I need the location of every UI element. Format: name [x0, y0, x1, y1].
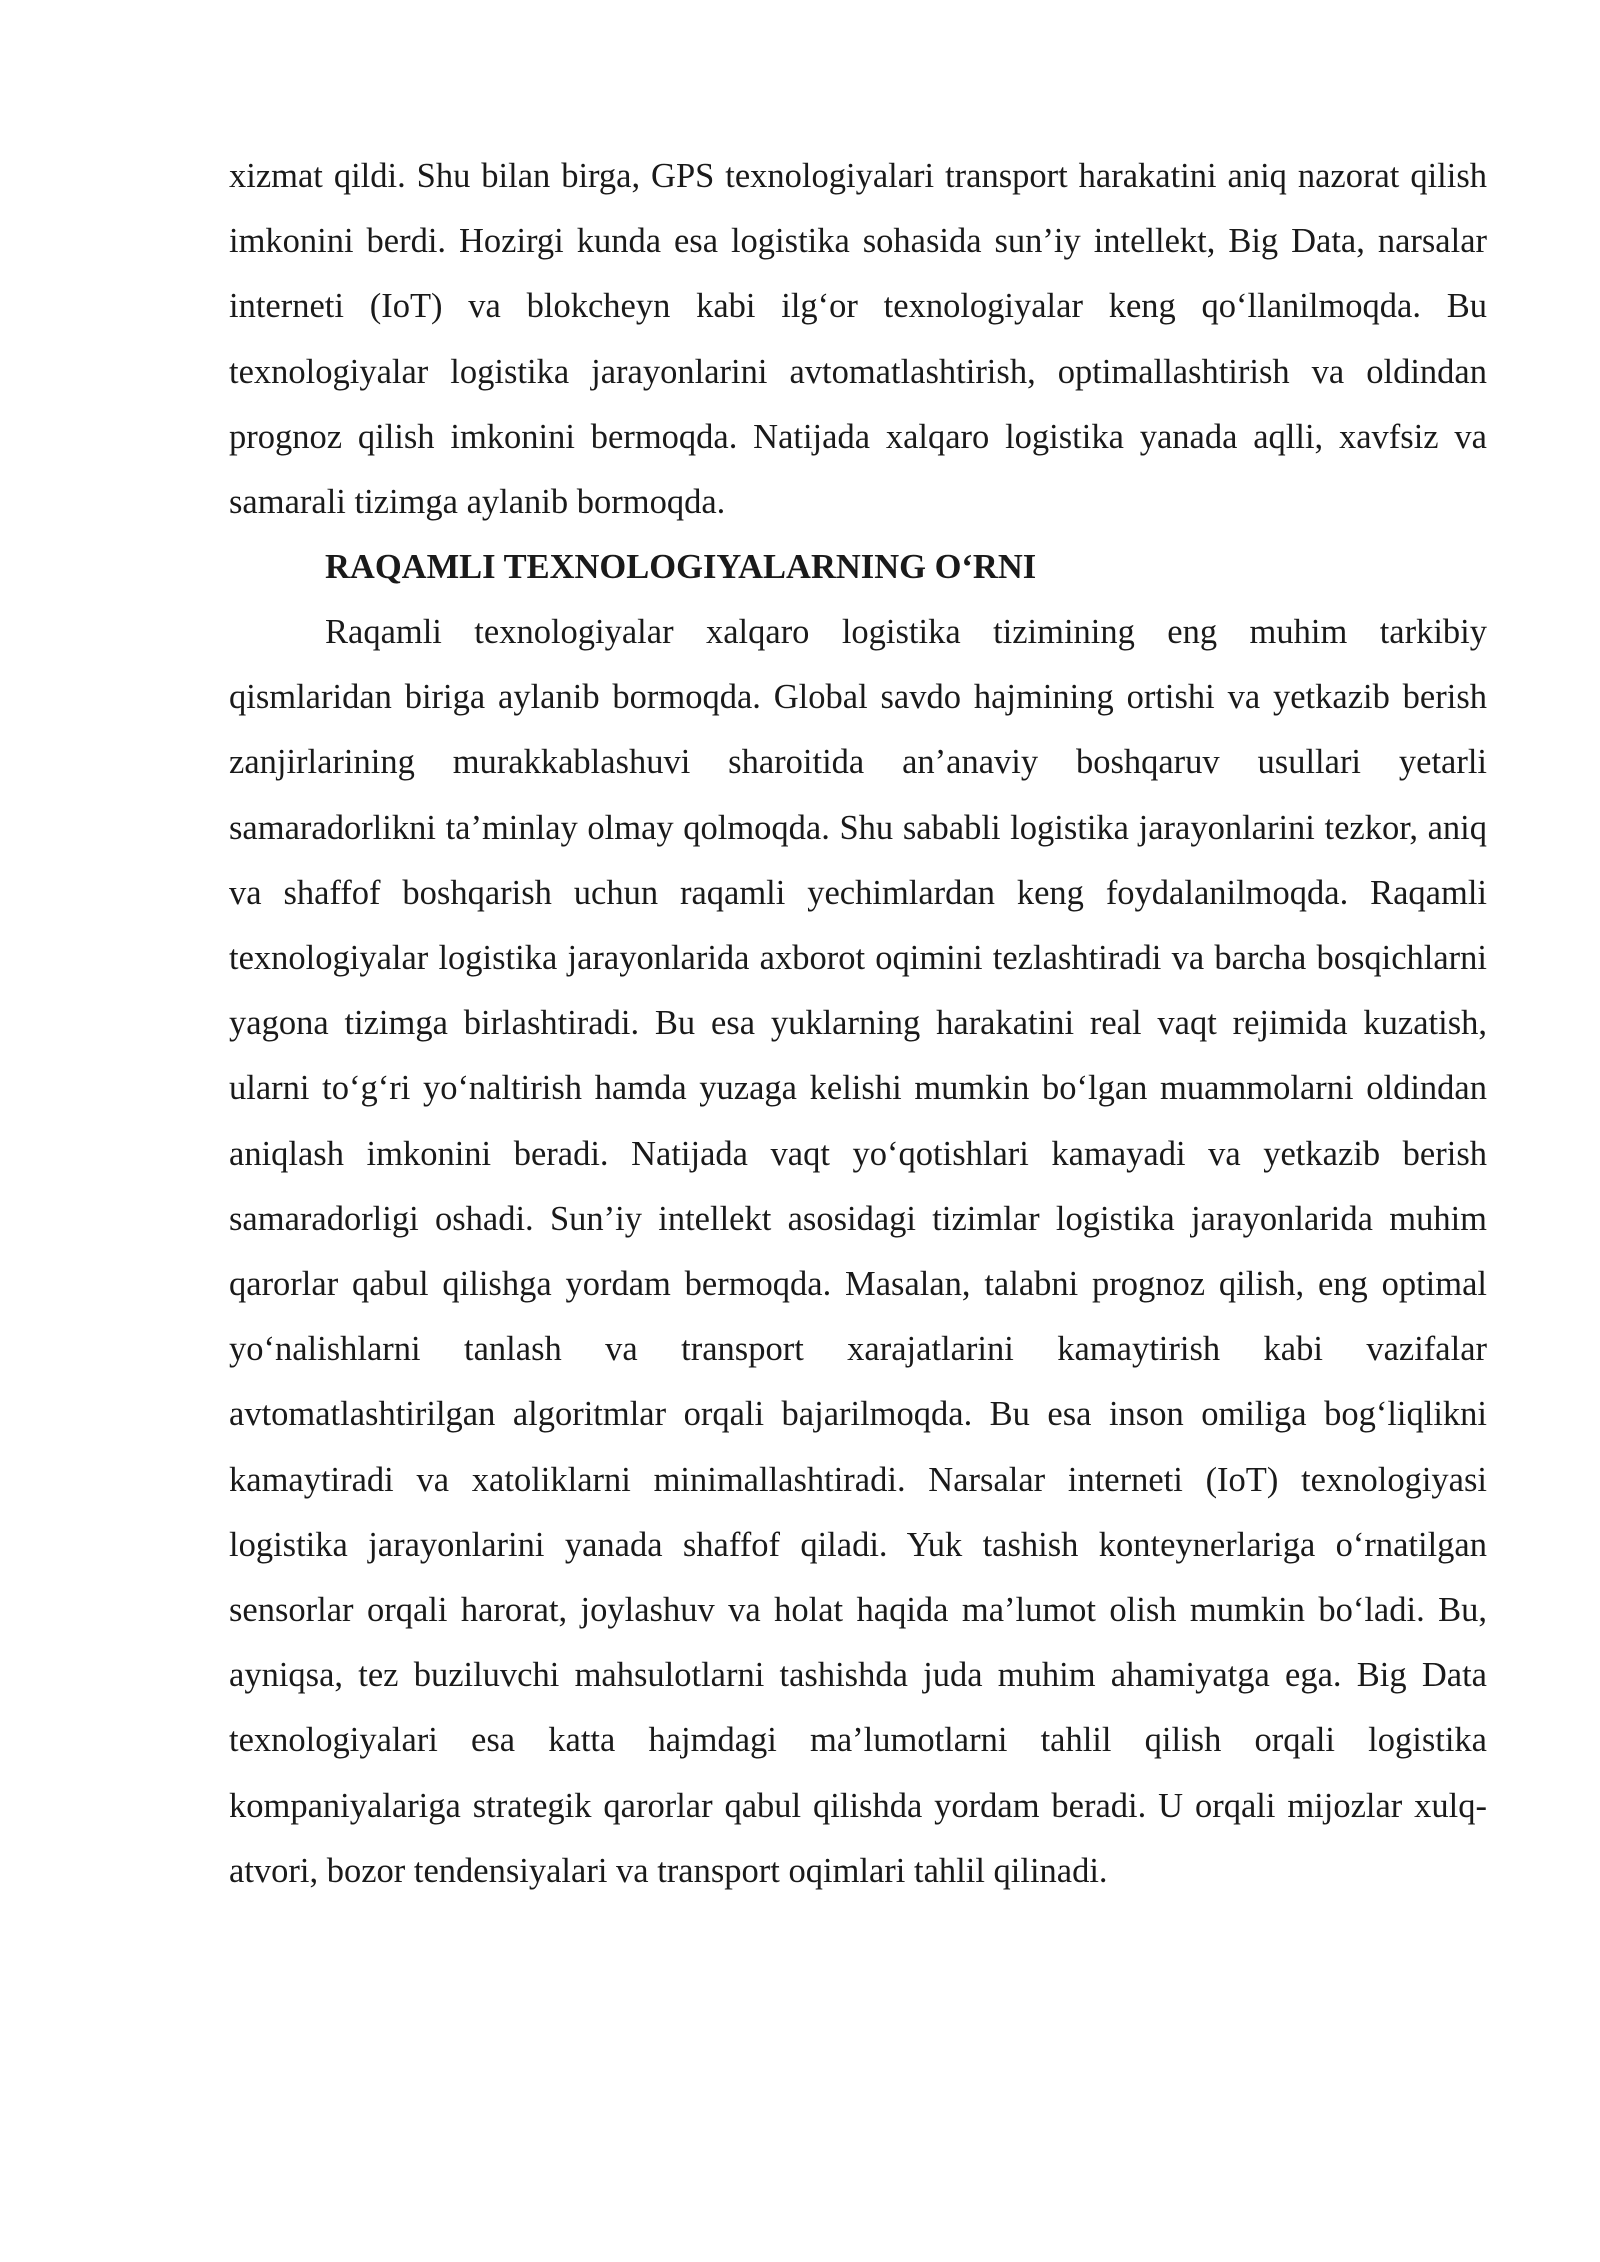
section-heading: RAQAMLI TEXNOLOGIYALARNING O‘RNI	[325, 548, 1037, 586]
paragraph-continued: xizmat qildi. Shu bilan birga, GPS texnologiyalari transport harakatini aniq nazorat qilish imkonini berdi. Hozirgi kunda esa logistika sohasida sun’iy intellekt, Big Data, narsalar interneti (IoT) va blokcheyn kabi ilg‘or texnologiyalar keng qo‘llanilmoqda. Bu texnologiyalar logistika jarayonlarini avtomatlashtirish, optimallashtirish va oldindan prognoz qilish imkonini bermoqda. Natijada xalqaro logistika yanada aqlli, xavfsiz va samarali tizimga aylanib bormoqda.	[229, 157, 1487, 522]
section-paragraph: Raqamli texnologiyalar xalqaro logistika tizimining eng muhim tarkibiy qismlaridan biriga aylanib bormoqda. Global savdo hajmining ortishi va yetkazib berish zanjirlarining murakkablashuvi sharoitida an’anaviy boshqaruv usullari yetarli samaradorlikni ta’minlay olmay qolmoqda. Shu sababli logistika jarayonlarini tezkor, aniq va shaffof boshqarish uchun raqamli yechimlardan keng foydalanilmoqda. Raqamli texnologiyalar logistika jarayonlarida axborot oqimini tezlashtiradi va barcha bosqichlarni yagona tizimga birlashtiradi. Bu esa yuklarning harakatini real vaqt rejimida kuzatish, ularni to‘g‘ri yo‘naltirish hamda yuzaga kelishi mumkin bo‘lgan muammolarni oldindan aniqlash imkonini beradi. Natijada vaqt yo‘qotishlari kamayadi va yetkazib berish samaradorligi oshadi. Sun’iy intellekt asosidagi tizimlar logistika jarayonlarida muhim qarorlar qabul qilishga yordam bermoqda. Masalan, talabni prognoz qilish, eng optimal yo‘nalishlarni tanlash va transport xarajatlarini kamaytirish kabi vazifalar avtomatlashtirilgan algoritmlar orqali bajarilmoqda. Bu esa inson omiliga bog‘liqlikni kamaytiradi va xatoliklarni minimallashtiradi. Narsalar interneti (IoT) texnologiyasi logistika jarayonlarini yanada shaffof qiladi. Yuk tashish konteynerlariga o‘rnatilgan sensorlar orqali harorat, joylashuv va holat haqida ma’lumot olish mumkin bo‘ladi. Bu, ayniqsa, tez buziluvchi mahsulotlarni tashishda juda muhim ahamiyatga ega. Big Data texnologiyalari esa katta hajmdagi ma’lumotlarni tahlil qilish orqali logistika kompaniyalariga strategik qarorlar qabul qilishda yordam beradi. U orqali mijozlar xulq-atvori, bozor tendensiyalari va transport oqimlari tahlil qilinadi.	[229, 613, 1487, 1890]
